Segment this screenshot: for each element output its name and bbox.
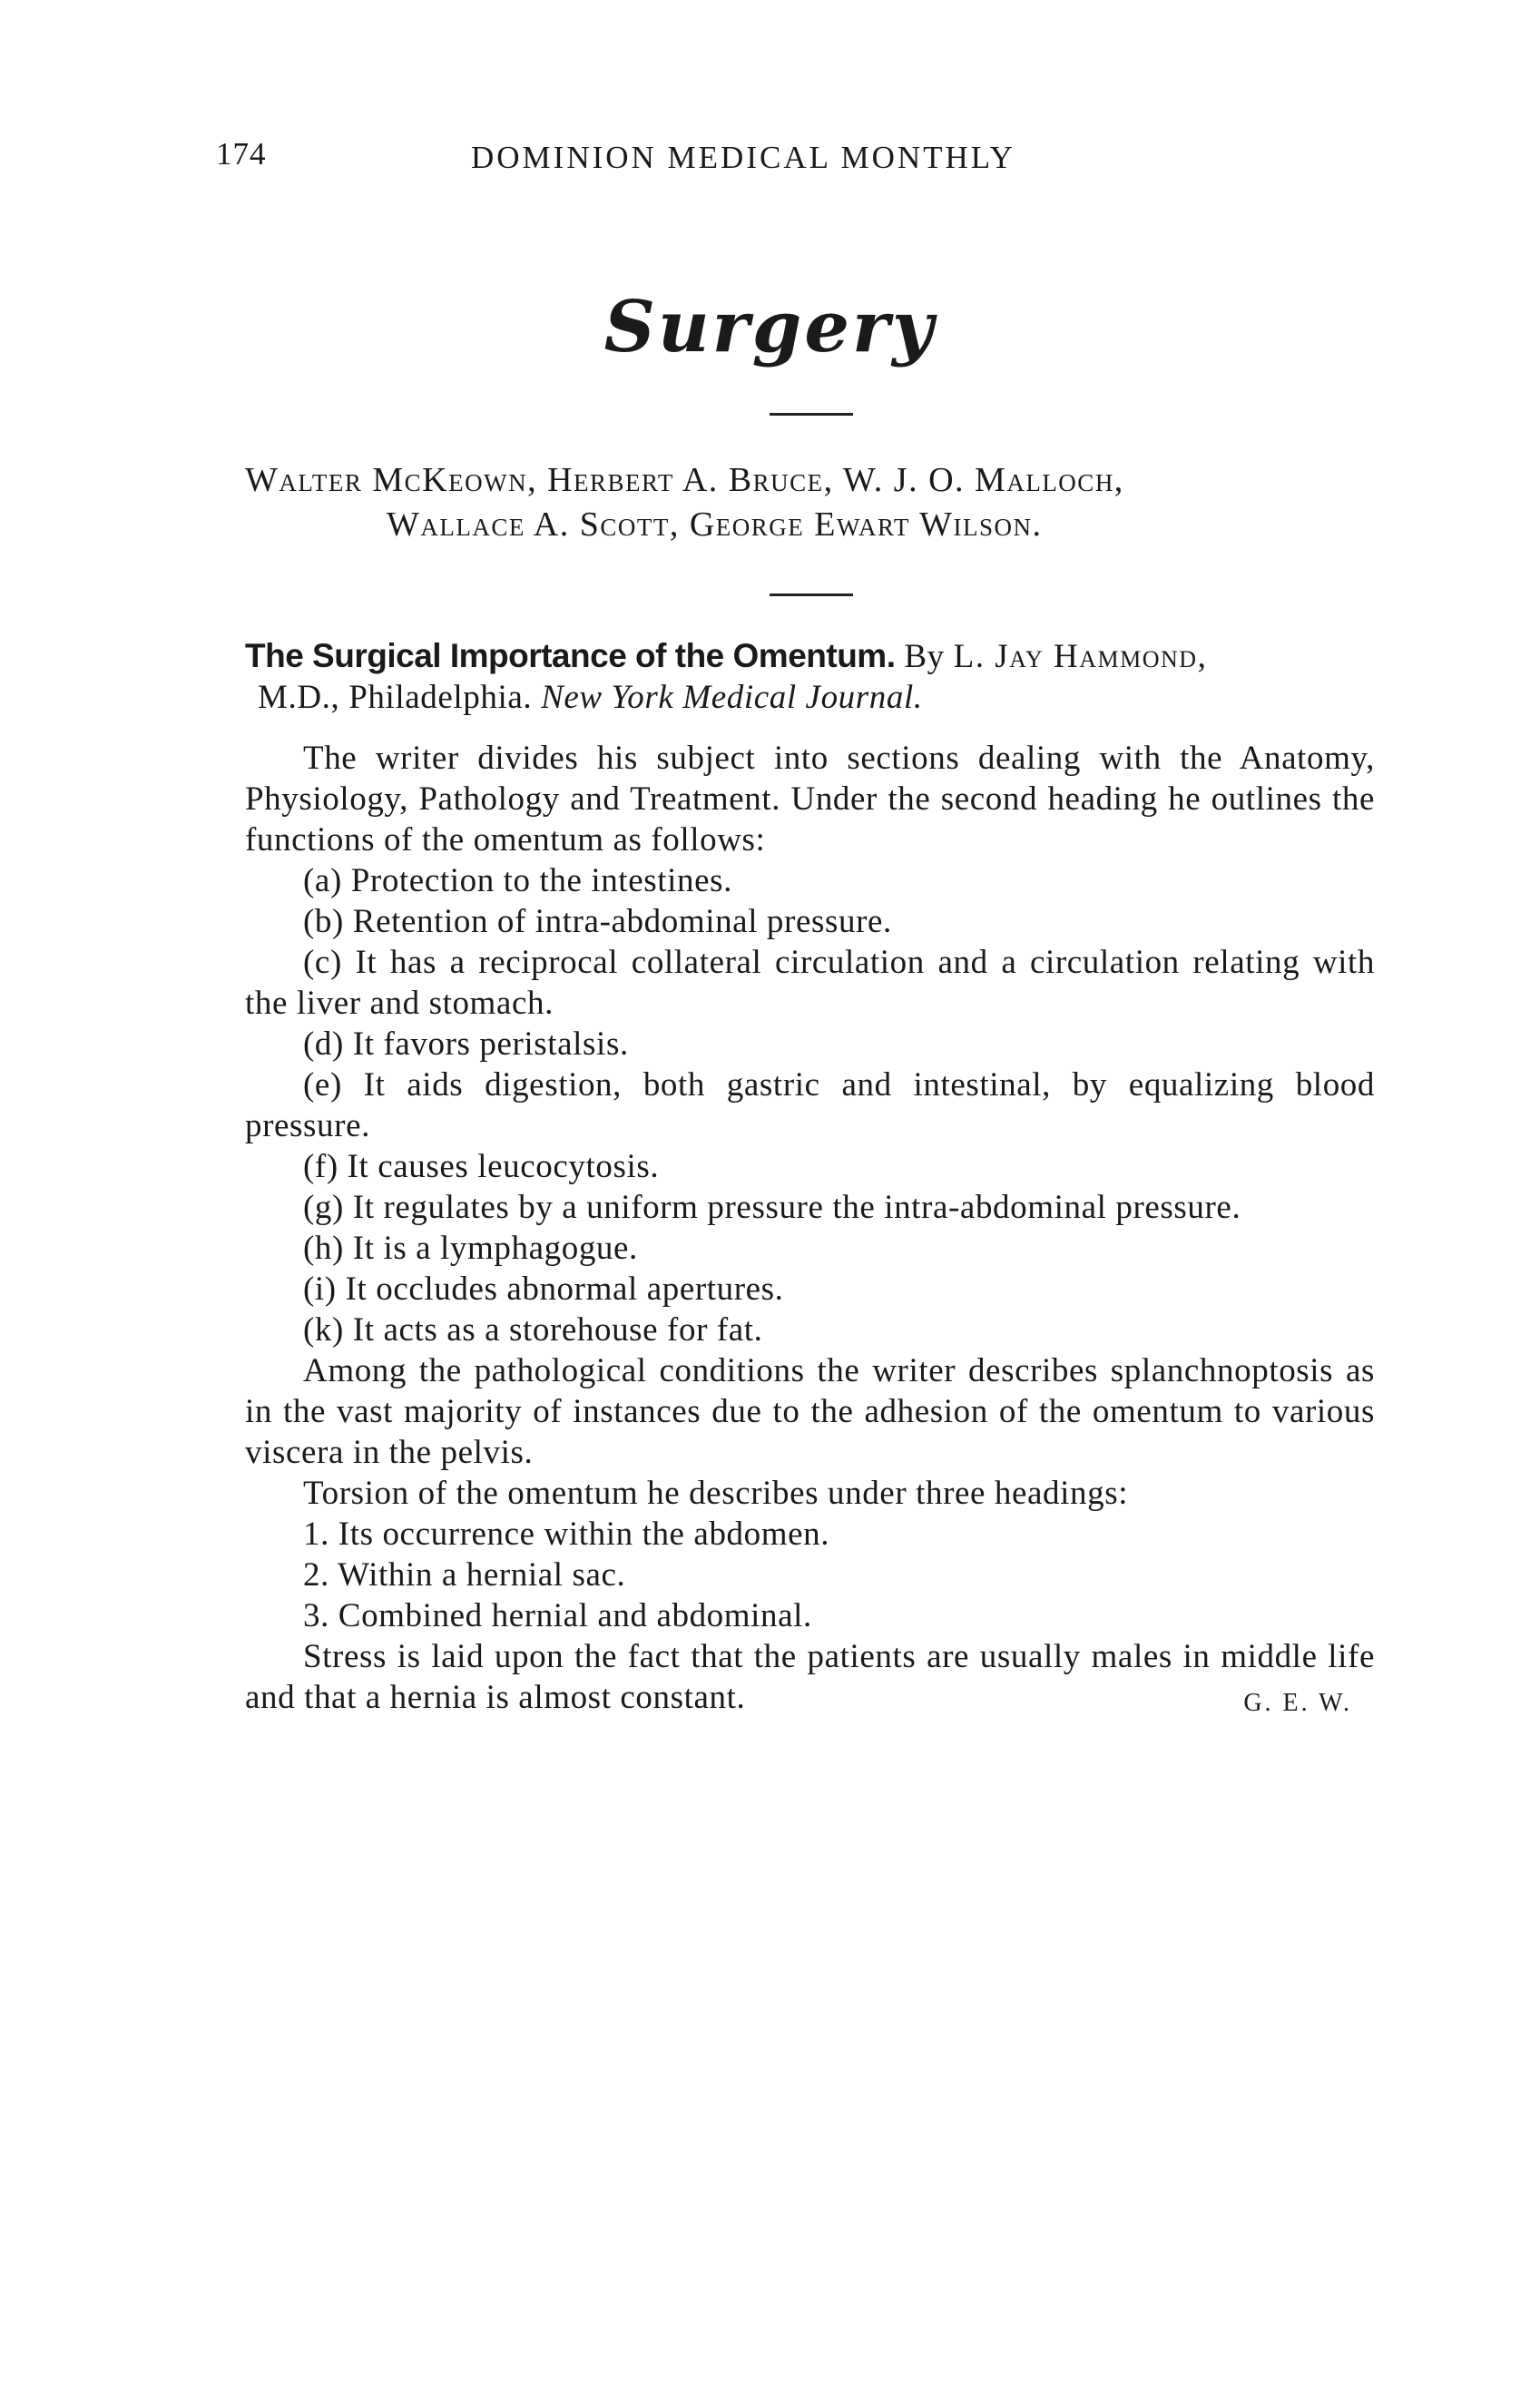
intro-paragraph: The writer divides his subject into sections dealing with the Anatomy, Physiology, Pathology and Treatment. Under the second heading he outlines the functions of the omentum as follows: — [245, 740, 1375, 859]
article-title: The Surgical Importance of the Omentum. — [245, 637, 896, 674]
list-item: (c) It has a reciprocal collateral circulation and a circulation relating with the liver and stomach. — [245, 944, 1375, 1022]
conclusion-text: Stress is laid upon the fact that the patients are usually males in middle life and that a hernia is almost constant. — [245, 1638, 1375, 1716]
article-source: New York Medical Journal. — [541, 679, 923, 716]
list-item: (d) It favors peristalsis. — [303, 1025, 629, 1063]
article-by: By — [904, 638, 945, 675]
article — [245, 635, 1375, 1723]
list-item: (g) It regulates by a uniform pressure the intra-abdominal pressure. — [303, 1189, 1241, 1226]
editors-line-1: Walter McKeown, Herbert A. Bruce, W. J. O. Malloch, — [245, 461, 1124, 499]
conclusion-paragraph — [245, 1636, 1375, 1718]
list-item: (a) Protection to the intestines. — [303, 862, 732, 899]
reviewer-initials: G. E. W. — [1243, 1689, 1352, 1717]
article-credentials: M.D., Philadelphia. — [258, 679, 533, 716]
page-number: 174 — [216, 136, 267, 172]
journal-title: DOMINION MEDICAL MONTHLY — [471, 140, 1015, 175]
article-heading-line-2 — [245, 677, 1375, 718]
torsion-list — [245, 1514, 1375, 1636]
list-item: 2. Within a hernial sac. — [303, 1556, 626, 1594]
list-item: (e) It aids digestion, both gastric and intestinal, by equalizing blood pressure. — [245, 1066, 1375, 1144]
list-item: 1. Its occurrence within the abdomen. — [303, 1516, 830, 1553]
article-author: L. Jay Hammond, — [953, 638, 1208, 675]
running-head — [0, 136, 1540, 191]
torsion-intro: Torsion of the omentum he describes under three headings: — [303, 1475, 1129, 1512]
divider-rule — [770, 594, 853, 596]
list-item: (i) It occludes abnormal apertures. — [303, 1271, 784, 1308]
article-body — [245, 738, 1375, 1718]
list-item: (f) It causes leucocytosis. — [303, 1148, 660, 1185]
article-heading — [245, 635, 1375, 677]
list-item: (h) It is a lymphagogue. — [303, 1230, 638, 1267]
list-item: 3. Combined hernial and abdominal. — [303, 1597, 812, 1634]
section-title: Surgery — [603, 286, 937, 368]
section-editors — [245, 458, 1407, 547]
list-item: (k) It acts as a storehouse for fat. — [303, 1311, 763, 1349]
pathology-paragraph: Among the pathological conditions the writer describes splanchnoptosis as in the vast majority of instances due to the adhesion of the omentum to various viscera in the pelvis. — [245, 1352, 1375, 1471]
divider-rule — [770, 413, 853, 416]
functions-list — [245, 860, 1375, 1350]
list-item: (b) Retention of intra-abdominal pressure. — [303, 903, 892, 940]
editors-line-2: Wallace A. Scott, George Ewart Wilson. — [387, 505, 1043, 544]
